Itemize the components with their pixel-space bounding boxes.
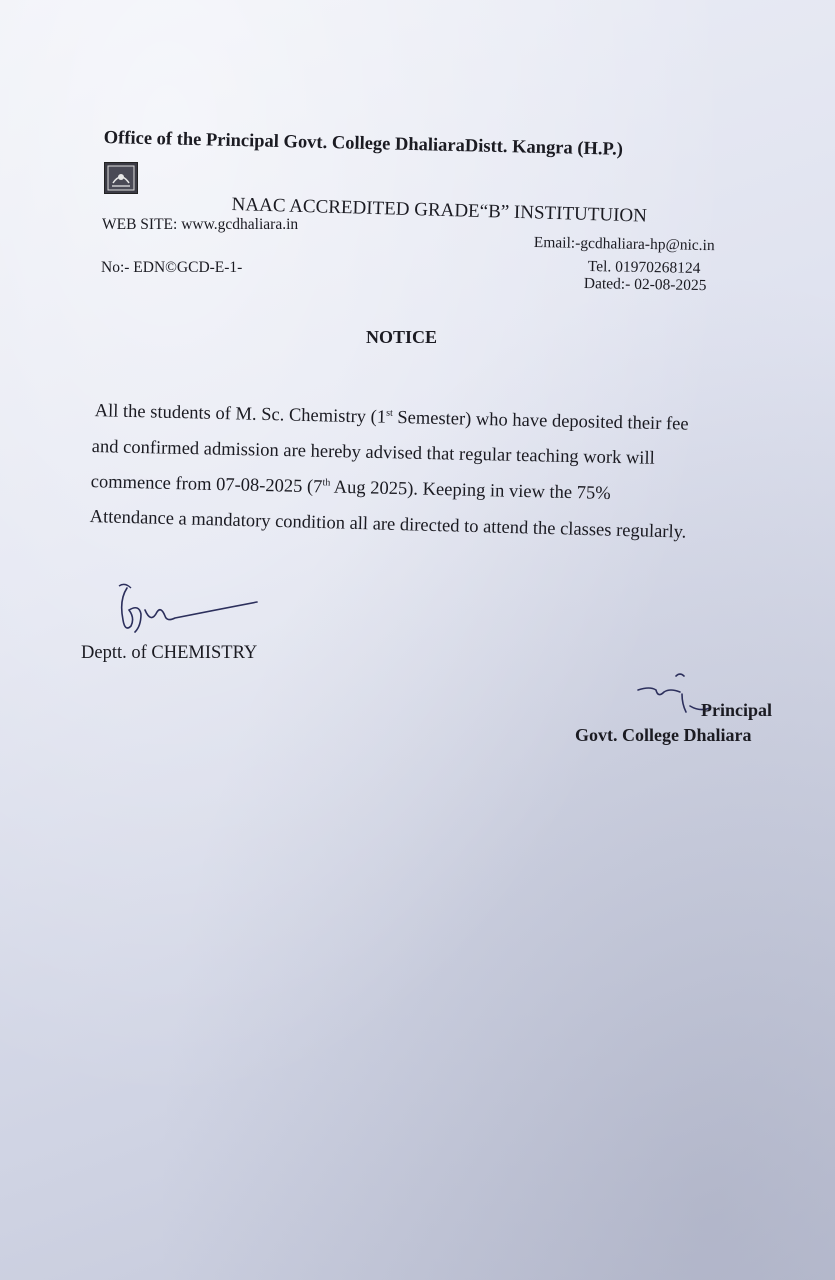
notice-body-line-2: and confirmed admission are hereby advised that regular teaching work will — [91, 437, 655, 469]
notice-body-line-3 — [91, 472, 611, 505]
college-emblem-icon — [104, 162, 138, 194]
naac-accreditation-line: NAAC ACCREDITED GRADE“B” INSTITUTUION — [231, 194, 648, 227]
website-line: WEB SITE: www.gcdhaliara.in — [102, 216, 299, 233]
ordinal-suffix: st — [386, 407, 393, 419]
telephone-line: Tel. 01970268124 — [587, 258, 701, 277]
office-header: Office of the Principal Govt. College DhaliaraDistt. Kangra (H.P.) — [103, 128, 624, 160]
notice-body-line-1 — [95, 401, 689, 436]
principal-title: Principal — [701, 700, 772, 720]
department-name: Deptt. of CHEMISTRY — [81, 643, 258, 663]
notice-text: Semester) who have deposited their fee — [392, 407, 689, 435]
notice-text: All the students of M. Sc. Chemistry (1 — [94, 401, 387, 428]
email-line: Email:-gcdhaliara-hp@nic.in — [533, 234, 715, 255]
college-name: Govt. College Dhaliara — [575, 725, 752, 745]
reference-number: No:- EDN©GCD-E-1- — [101, 259, 243, 276]
notice-text: commence from 07-08-2025 (7 — [90, 472, 323, 498]
date-line: Dated:- 02-08-2025 — [583, 275, 707, 295]
notice-text: Aug 2025). Keeping in view the 75% — [329, 477, 611, 504]
notice-body-line-4: Attendance a mandatory condition all are directed to attend the classes regularly. — [89, 507, 687, 543]
ordinal-suffix: th — [322, 477, 331, 489]
notice-title: NOTICE — [366, 327, 438, 347]
